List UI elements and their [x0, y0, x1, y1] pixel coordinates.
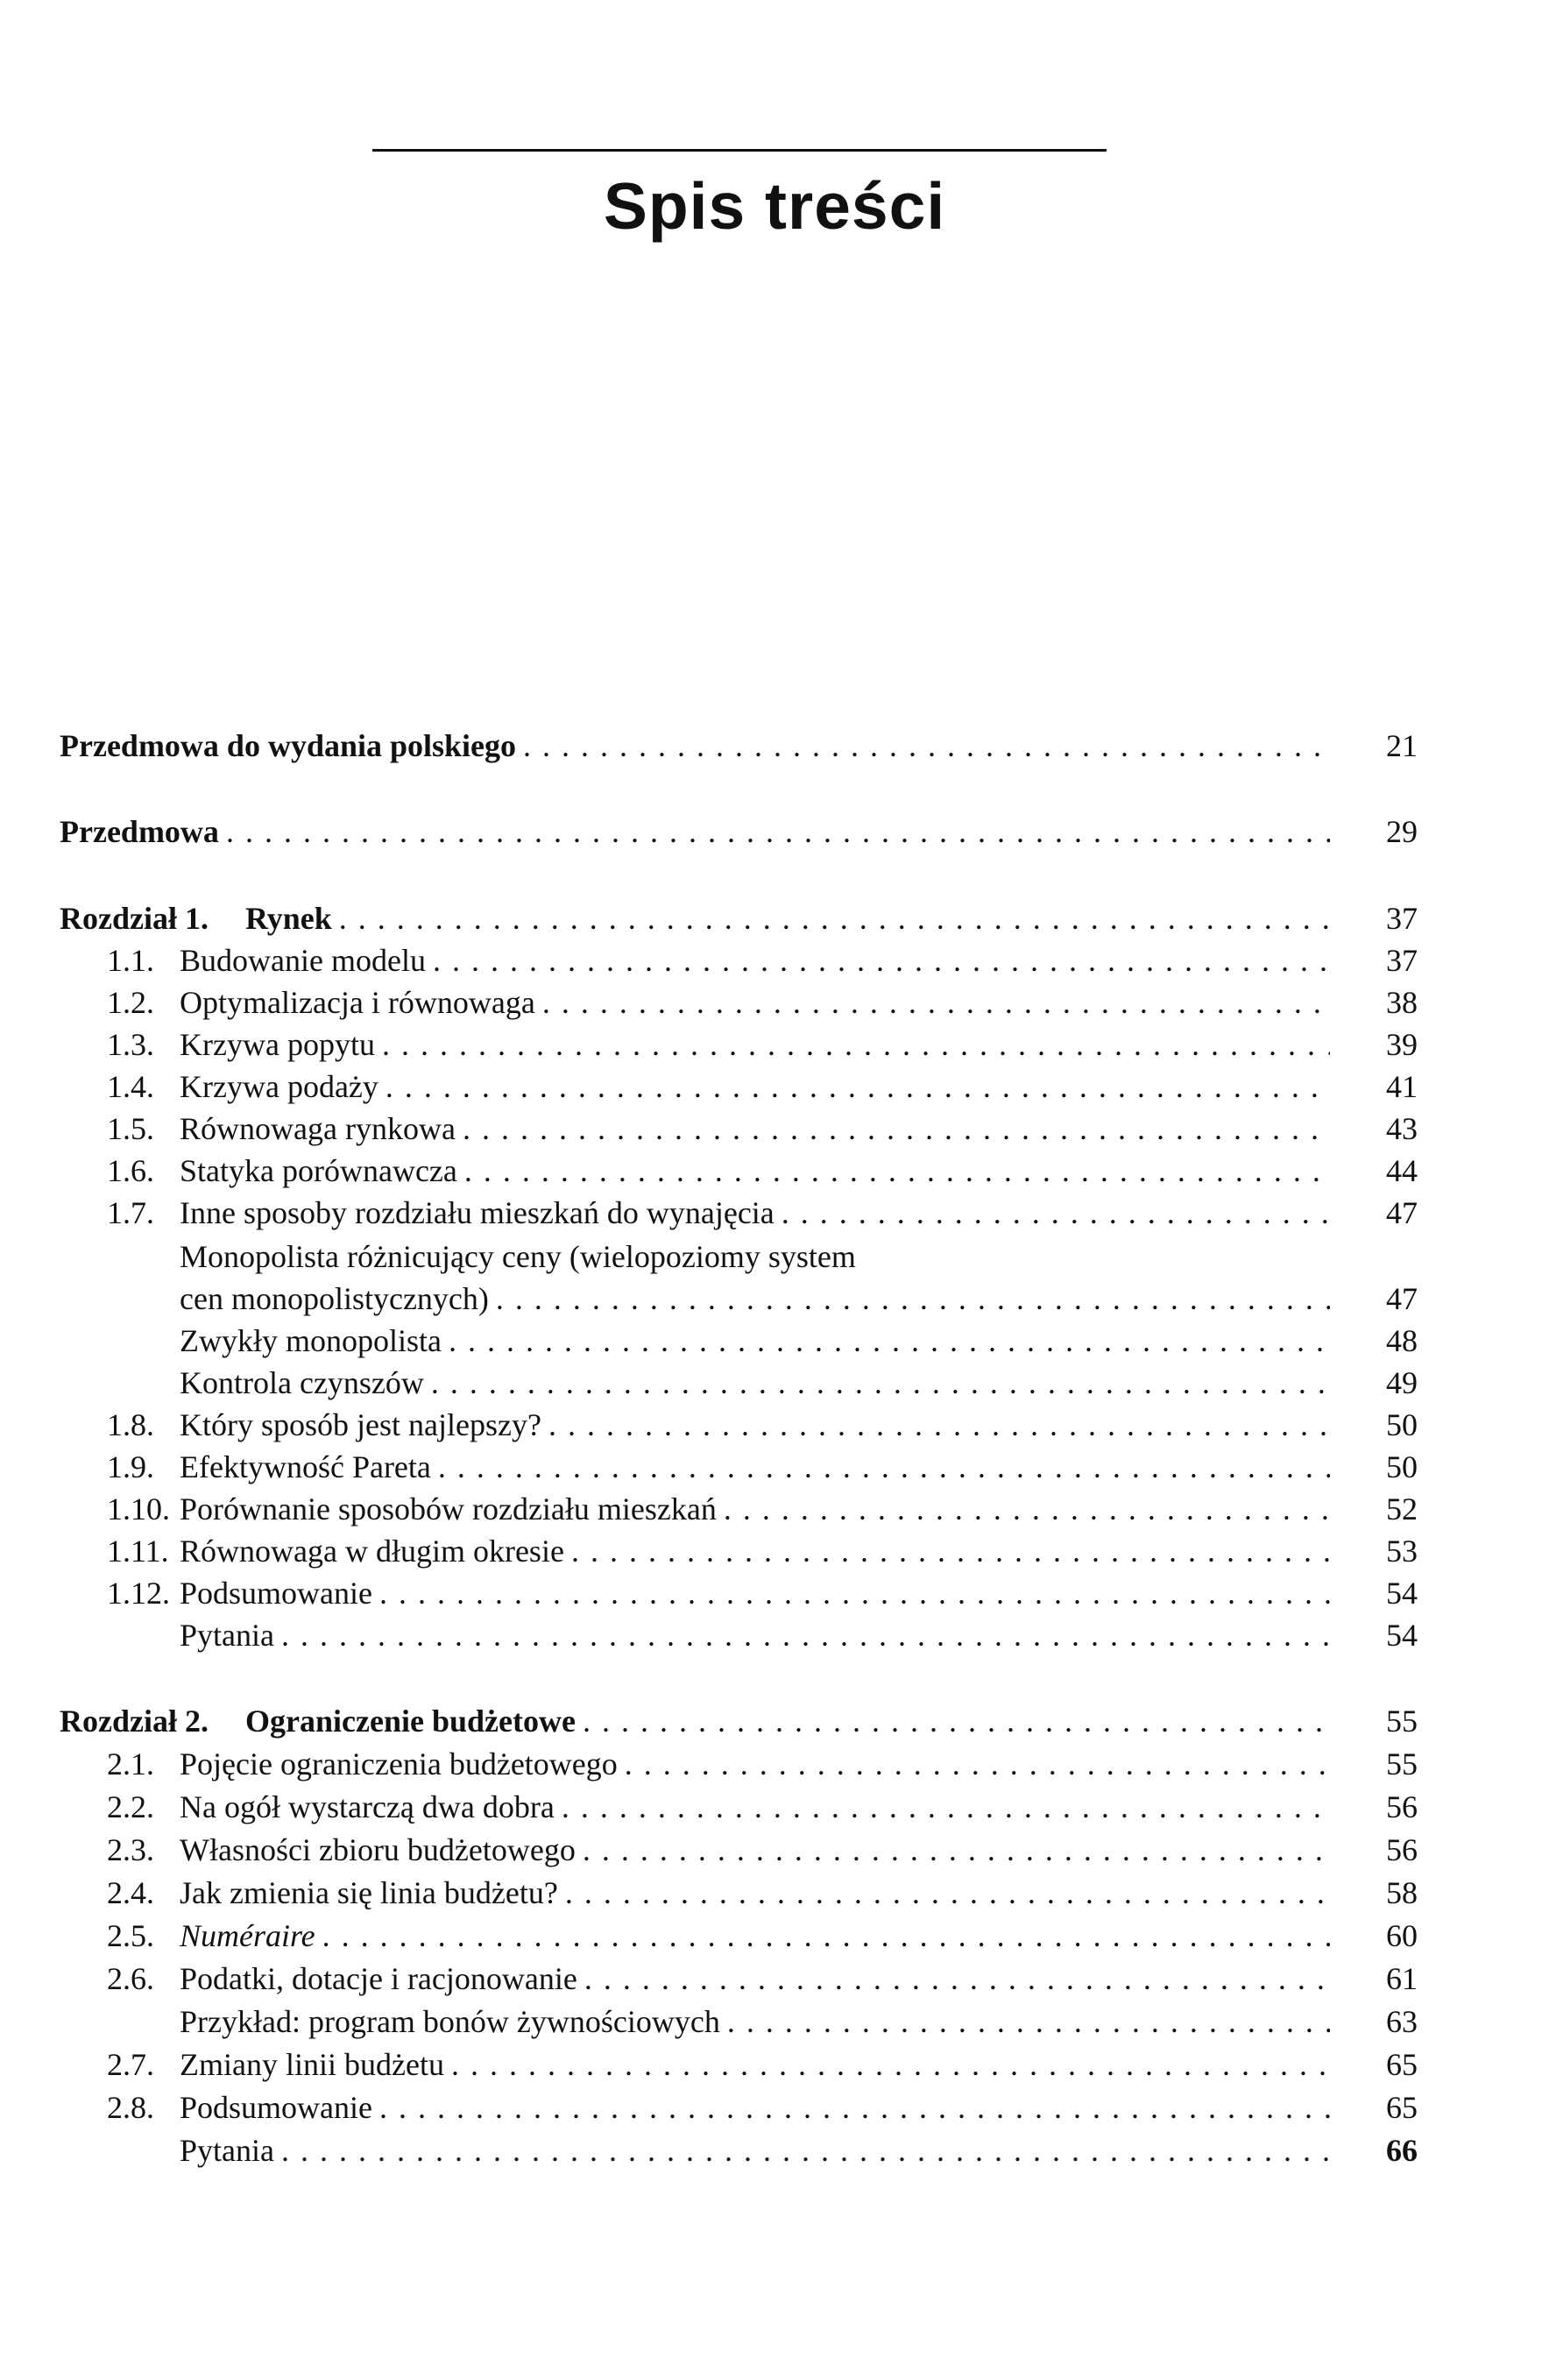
leader-dots [542, 981, 1330, 1024]
section-number: 1.5. [107, 1111, 154, 1146]
leader-dots [625, 1743, 1330, 1785]
toc-entry[interactable] [0, 2044, 1549, 2086]
section-number: 1.12. [107, 1576, 170, 1611]
toc-entry-label: Krzywa popytu [180, 1027, 375, 1062]
toc-entry-label: Optymalizacja i równowaga [180, 985, 535, 1020]
toc-entry[interactable] [0, 981, 1549, 1024]
toc-entry-page: 29 [1386, 814, 1418, 849]
toc-entry-page: 37 [1386, 901, 1418, 936]
toc-entry-label: Przedmowa do wydania polskiego [60, 728, 517, 763]
leader-dots [226, 811, 1330, 853]
toc-entry-page: 47 [1386, 1195, 1418, 1230]
section-number: 2.4. [107, 1875, 154, 1910]
toc-entry-page: 65 [1386, 2047, 1418, 2082]
leader-dots [548, 1404, 1330, 1446]
chapter-number: Rozdział 1. [60, 901, 209, 936]
leader-dots [449, 1320, 1330, 1362]
leader-dots [571, 1530, 1330, 1572]
toc-entry-page: 47 [1386, 1281, 1418, 1316]
toc-entry[interactable] [0, 1362, 1549, 1404]
leader-dots [438, 1446, 1330, 1488]
toc-entry[interactable] [0, 1872, 1549, 1914]
toc-entry-label: Pytania [180, 2133, 274, 2168]
leader-dots [565, 1872, 1330, 1914]
toc-entry-page: 38 [1386, 985, 1418, 1020]
toc-entry-label: Monopolista różnicujący ceny (wielopoziomy system [180, 1239, 856, 1274]
section-number: 1.7. [107, 1195, 154, 1230]
toc-entry-page: 60 [1386, 1918, 1418, 1953]
leader-dots [724, 1488, 1330, 1530]
toc-entry-page: 49 [1386, 1365, 1418, 1400]
section-number: 1.1. [107, 943, 154, 978]
toc-entry[interactable] [0, 1572, 1549, 1614]
toc-entry-page: 56 [1386, 1789, 1418, 1824]
leader-dots [281, 1614, 1330, 1656]
chapter-title: Ograniczenie budżetowe [245, 1704, 576, 1739]
toc-entry[interactable] [0, 1236, 1549, 1278]
toc-entry-page: 63 [1386, 2004, 1418, 2039]
section-number: 1.6. [107, 1153, 154, 1188]
toc-entry-label: Równowaga rynkowa [180, 1111, 456, 1146]
toc-entry[interactable] [0, 1066, 1549, 1108]
toc-entry-page: 48 [1386, 1323, 1418, 1358]
toc-entry-page: 43 [1386, 1111, 1418, 1146]
section-number: 2.6. [107, 1961, 154, 1996]
toc-entry-page: 50 [1386, 1407, 1418, 1442]
leader-dots [451, 2044, 1330, 2086]
toc-entry[interactable] [0, 1192, 1549, 1234]
toc-entry-page: 41 [1386, 1069, 1418, 1104]
toc-entry[interactable] [0, 1488, 1549, 1530]
toc-entry-page: 54 [1386, 1576, 1418, 1611]
section-number: 2.2. [107, 1789, 154, 1824]
leader-dots [433, 939, 1330, 981]
leader-dots [583, 1829, 1330, 1871]
toc-entry-page: 58 [1386, 1875, 1418, 1910]
toc-entry[interactable] [0, 1446, 1549, 1488]
toc-entry-label: Który sposób jest najlepszy? [180, 1407, 541, 1442]
leader-dots [496, 1278, 1330, 1320]
section-number: 1.2. [107, 985, 154, 1020]
leader-dots [385, 1066, 1330, 1108]
section-number: 2.1. [107, 1746, 154, 1781]
toc-entry-label: Podsumowanie [180, 2090, 372, 2125]
toc-entry[interactable] [0, 1743, 1549, 1785]
leader-dots [523, 725, 1330, 767]
toc-entry-label: Numéraire [180, 1918, 315, 1953]
toc-entry-page: 50 [1386, 1449, 1418, 1484]
section-number: 1.10. [107, 1491, 170, 1526]
toc-entry[interactable] [0, 2001, 1549, 2043]
section-number: 1.11. [107, 1534, 169, 1569]
toc-entry-label: Efektywność Pareta [180, 1449, 431, 1484]
toc-entry[interactable] [0, 1024, 1549, 1066]
toc-chapter-2[interactable] [0, 1700, 1549, 1742]
leader-dots [727, 2001, 1330, 2043]
chapter-title: Rynek [245, 901, 332, 936]
toc-entry[interactable] [0, 1829, 1549, 1871]
toc-entry-label: Statyka porównawcza [180, 1153, 457, 1188]
toc-entry-label: Pytania [180, 1618, 274, 1653]
toc-entry-preface-polish[interactable] [0, 725, 1549, 767]
toc-entry-label: Jak zmienia się linia budżetu? [180, 1875, 558, 1910]
toc-entry-page: 55 [1386, 1746, 1418, 1781]
toc-entry-label: Własności zbioru budżetowego [180, 1832, 576, 1867]
toc-entry-label: Zmiany linii budżetu [180, 2047, 444, 2082]
toc-entry-label: Pojęcie ograniczenia budżetowego [180, 1746, 618, 1781]
toc-entry-page: 54 [1386, 1618, 1418, 1653]
leader-dots [584, 1958, 1330, 2000]
toc-entry-page: 61 [1386, 1961, 1418, 1996]
toc-entry-label: Podsumowanie [180, 1576, 372, 1611]
toc-entry-page: 52 [1386, 1491, 1418, 1526]
toc-entry-label: Przedmowa [60, 814, 219, 849]
toc-entry[interactable] [0, 1614, 1549, 1656]
leader-dots [562, 1786, 1330, 1828]
toc-entry-label: cen monopolistycznych) [180, 1281, 489, 1316]
section-number: 2.7. [107, 2047, 154, 2082]
leader-dots [322, 1915, 1330, 1957]
leader-dots [431, 1362, 1330, 1404]
leader-dots [463, 1108, 1330, 1150]
section-number: 1.3. [107, 1027, 154, 1062]
leader-dots [782, 1192, 1330, 1234]
leader-dots [379, 2086, 1330, 2129]
section-number: 2.8. [107, 2090, 154, 2125]
toc-entry-label: Budowanie modelu [180, 943, 426, 978]
toc-entry[interactable] [0, 2086, 1549, 2129]
toc-entry[interactable] [0, 1786, 1549, 1828]
section-number: 1.8. [107, 1407, 154, 1442]
toc-entry-label: Podatki, dotacje i racjonowanie [180, 1961, 577, 1996]
toc-entry[interactable] [0, 1320, 1549, 1362]
toc-entry[interactable] [0, 1915, 1549, 1957]
toc-entry-page: 39 [1386, 1027, 1418, 1062]
leader-dots [379, 1572, 1330, 1614]
leader-dots [464, 1150, 1330, 1192]
toc-entry[interactable] [0, 2129, 1549, 2171]
toc-entry-label: Na ogół wystarczą dwa dobra [180, 1789, 555, 1824]
toc-entry-label: Przykład: program bonów żywnościowych [180, 2004, 720, 2039]
section-number: 2.3. [107, 1832, 154, 1867]
toc-entry[interactable] [0, 1530, 1549, 1572]
toc-entry-label: Porównanie sposobów rozdziału mieszkań [180, 1491, 717, 1526]
toc-entry[interactable] [0, 939, 1549, 981]
toc-entry-page: 21 [1386, 728, 1418, 763]
section-number: 1.9. [107, 1449, 154, 1484]
section-number: 2.5. [107, 1918, 154, 1953]
leader-dots [382, 1024, 1330, 1066]
toc-entry-page: 55 [1386, 1704, 1418, 1739]
toc-entry-label: Inne sposoby rozdziału mieszkań do wynajęcia [180, 1195, 774, 1230]
toc-entry-page: 37 [1386, 943, 1418, 978]
chapter-number: Rozdział 2. [60, 1704, 209, 1739]
section-number: 1.4. [107, 1069, 154, 1104]
leader-dots [339, 897, 1330, 939]
toc-entry-page: 65 [1386, 2090, 1418, 2125]
toc-entry-page: 66 [1386, 2133, 1418, 2168]
toc-entry[interactable] [0, 1108, 1549, 1150]
toc-entry[interactable] [0, 1404, 1549, 1446]
toc-entry-page: 53 [1386, 1534, 1418, 1569]
toc-entry[interactable] [0, 1958, 1549, 2000]
toc-entry-page: 44 [1386, 1153, 1418, 1188]
toc-entry-preface[interactable] [0, 811, 1549, 853]
toc-entry-label: Równowaga w długim okresie [180, 1534, 564, 1569]
page-title: Spis treści [603, 169, 946, 243]
toc-chapter-1[interactable] [0, 897, 1549, 939]
toc-entry[interactable] [0, 1150, 1549, 1192]
toc-entry[interactable] [0, 1278, 1549, 1320]
leader-dots [281, 2129, 1330, 2171]
leader-dots [583, 1700, 1330, 1742]
toc-entry-label: Zwykły monopolista [180, 1323, 442, 1358]
toc-entry-label: Kontrola czynszów [180, 1365, 424, 1400]
toc-entry-label: Krzywa podaży [180, 1069, 378, 1104]
toc-entry-page: 56 [1386, 1832, 1418, 1867]
